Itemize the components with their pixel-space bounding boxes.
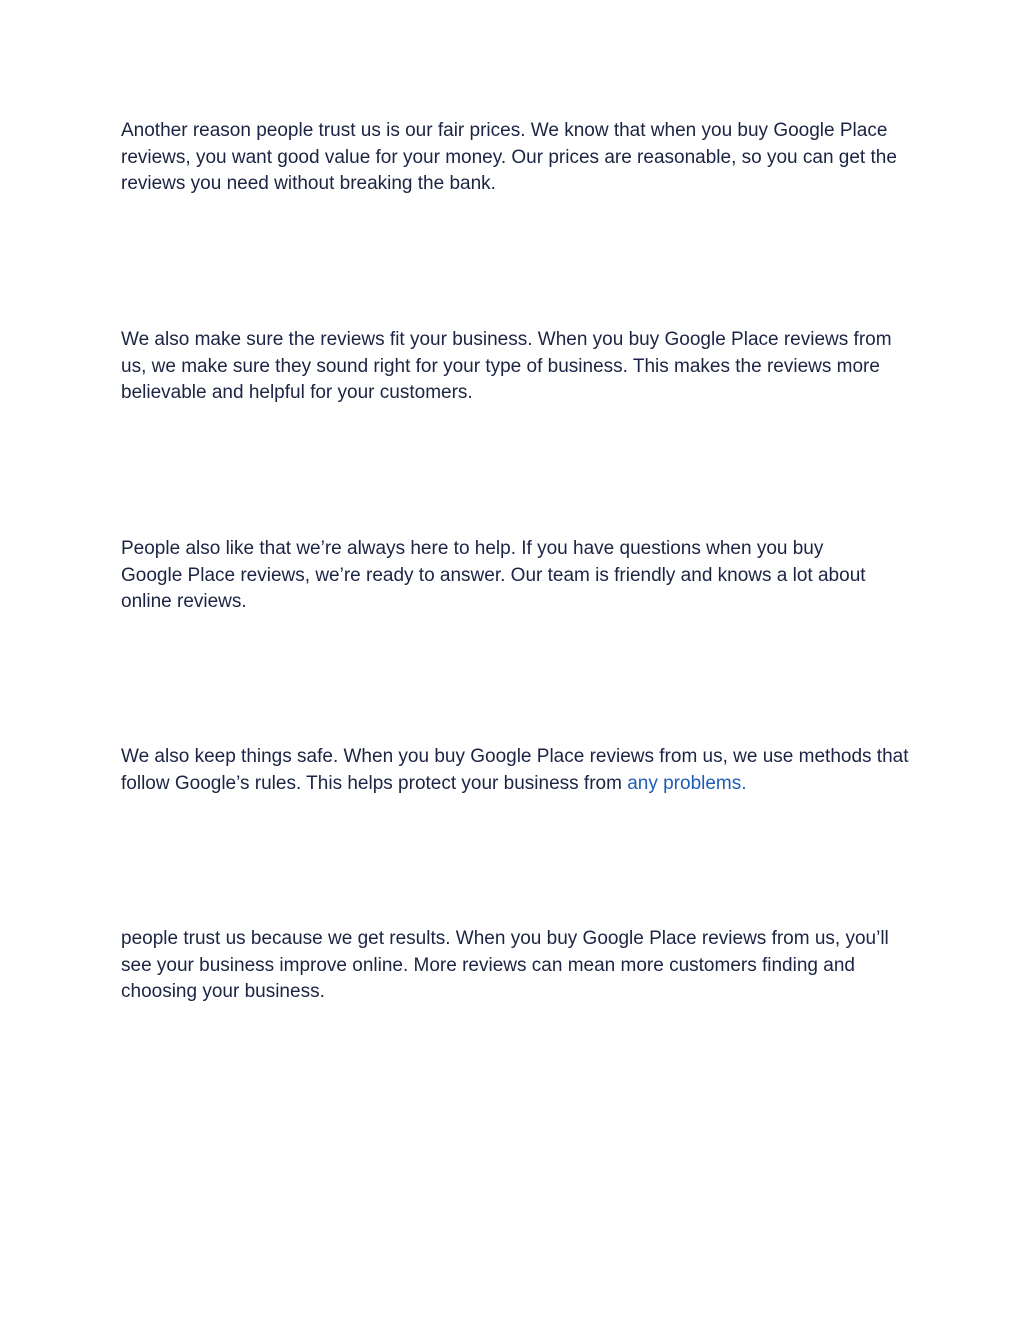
paragraph-keep-things-safe-text: We also keep things safe. When you buy Google Place reviews from us, we use methods that follow Google’s rules. This helps protect your business from [121,746,909,794]
paragraph-keep-things-safe [121,744,921,797]
paragraph-reviews-fit-business: We also make sure the reviews fit your business. When you buy Google Place reviews from us, we make sure they sound right for your type of business. This makes the reviews more believable and helpful for your customers. [121,329,892,404]
any-problems-link[interactable]: any problems. [627,772,747,794]
paragraph-get-results: people trust us because we get results. When you buy Google Place reviews from us, you’ll see your business improve online. More reviews can mean more customers finding and choosing your business. [121,928,889,1003]
paragraph-fair-prices: Another reason people trust us is our fair prices. We know that when you buy Google Place reviews, you want good value for your money. Our prices are reasonable, so you can get the reviews you need without breaking the bank. [121,120,897,195]
paragraph-here-to-help: People also like that we’re always here to help. If you have questions when you buy Google Place reviews, we’re ready to answer. Our team is friendly and knows a lot about online reviews. [121,538,866,613]
